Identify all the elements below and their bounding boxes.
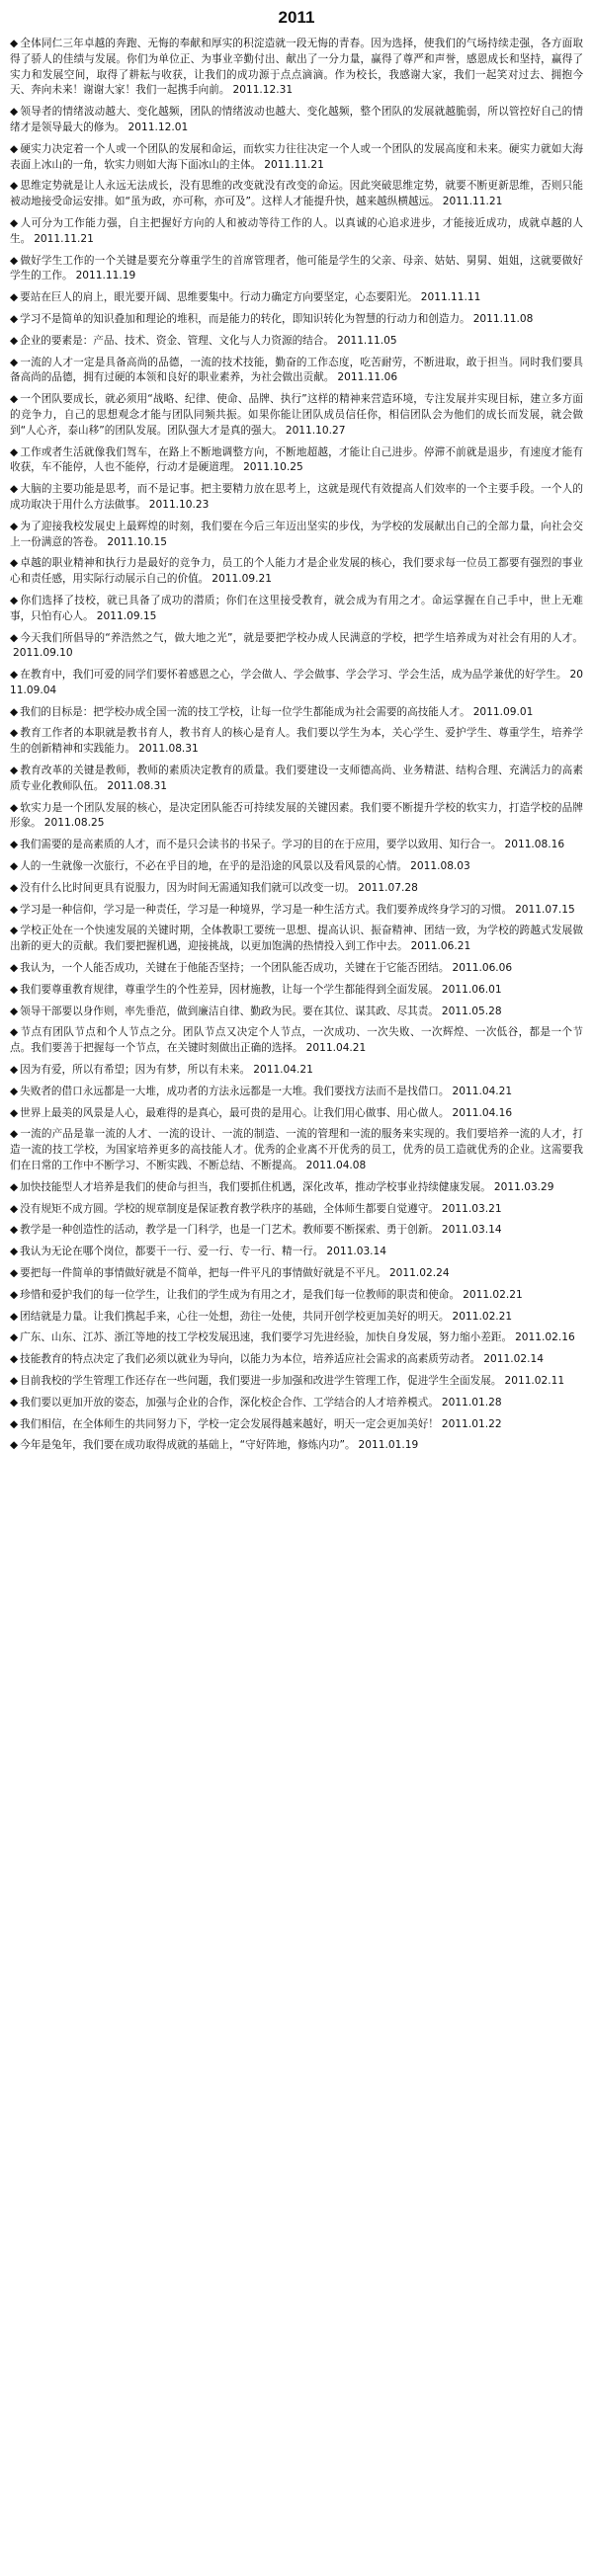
entry-text: 硬实力决定着一个人或一个团队的发展和命运，而软实力往往决定一个人或一个团队的发展高度和未来。硬实力就如大海表面上冰山的一角，软实力则如大海下面冰山的主体。 (10, 142, 583, 171)
entry-text: 我认为，一个人能否成功，关键在于他能否坚持；一个团队能否成功，关键在于它能否团结。 (20, 962, 450, 975)
list-item (10, 668, 583, 699)
diamond-bullet-icon: ◆ (10, 1374, 19, 1387)
diamond-bullet-icon: ◆ (10, 356, 19, 368)
list-item (10, 705, 583, 721)
list-item (10, 1310, 583, 1326)
entry-date: 2011.06.01 (441, 983, 502, 996)
entry-date: 2011.11.06 (337, 371, 398, 384)
list-item (10, 903, 583, 919)
diamond-bullet-icon: ◆ (10, 1202, 19, 1215)
entry-date: 2011.12.01 (127, 121, 189, 133)
entry-date: 2011.09.21 (212, 573, 272, 586)
list-item (10, 594, 583, 625)
diamond-bullet-icon: ◆ (10, 903, 19, 916)
diamond-bullet-icon: ◆ (10, 1267, 19, 1279)
list-item (10, 334, 583, 350)
entry-text: 卓越的职业精神和执行力是最好的竞争力，员工的个人能力才是企业发展的核心，我们要求每一位员工都要有强烈的事业心和责任感，用实际行动展示自己的价值。 (10, 557, 583, 586)
entry-date: 2011.07.28 (358, 881, 418, 894)
entry-date: 2011.05.28 (441, 1005, 502, 1017)
entry-date: 2011.02.21 (452, 1310, 513, 1323)
entry-text: 领导干部要以身作则，率先垂范，做到廉洁自律、勤政为民。要在其位、谋其政、尽其责。 (20, 1005, 439, 1017)
entry-date: 2011.07.15 (515, 903, 575, 916)
entry-date: 2011.03.29 (493, 1180, 554, 1193)
list-item (10, 356, 583, 387)
entry-text: 人可分为工作能力强，自主把握好方向的人和被动等待工作的人。以真诚的心追求进步，才能接近成功，成就卓越的人生。 (10, 216, 583, 245)
entry-text: 我们的目标是：把学校办成全国一流的技工学校，让每一位学生都能成为社会需要的高技能人才。 (20, 705, 470, 718)
entry-date: 2011.03.14 (326, 1246, 387, 1258)
entry-date: 2011.11.19 (75, 270, 136, 282)
diamond-bullet-icon: ◆ (10, 393, 19, 406)
entry-text: 我们需要的是高素质的人才，而不是只会读书的书呆子。学习的目的在于应用，要学以致用、知行合一。 (20, 839, 502, 851)
entry-text: 为了迎接我校发展史上最辉煌的时刻，我们要在今后三年迈出坚实的步伐，为学校的发展献出自己的全部力量，向社会交上一份满意的答卷。 (10, 520, 583, 548)
entry-text: 教育工作者的本职就是教书育人，教书育人的核心是育人。我们要以学生为本，关心学生、爱护学生、尊重学生，培养学生的创新精神和实践能力。 (10, 727, 583, 756)
diamond-bullet-icon: ◆ (10, 801, 19, 814)
diamond-bullet-icon: ◆ (10, 983, 19, 996)
entry-text: 教育改革的关键是教师，教师的素质决定教育的质量。我们要建设一支师德高尚、业务精湛、结构合理、充满活力的高素质专业化教师队伍。 (10, 765, 583, 792)
diamond-bullet-icon: ◆ (10, 334, 19, 347)
entry-text: 思维定势就是让人永远无法成长，没有思维的改变就没有改变的命运。因此突破思维定势，就要不断更新思维，否则只能被动地接受命运安排。如“虽为政，亦可称，亦可及”。这样人才能提升快，越来越纵横越远。 (10, 180, 583, 208)
entry-text: 领导者的情绪波动越大、变化越频，团队的情绪波动也越大、变化越频，整个团队的发展就越脆弱，所以管控好自己的情绪才是领导最大的修为。 (10, 106, 583, 133)
entry-date: 2011.10.25 (243, 461, 303, 474)
entry-text: 团结就是力量。让我们携起手来，心往一处想，劲往一处使，共同开创学校更加美好的明天。 (20, 1310, 450, 1323)
list-item (10, 1438, 583, 1454)
entry-date: 2011.01.28 (441, 1396, 502, 1409)
list-item (10, 1288, 583, 1304)
diamond-bullet-icon: ◆ (10, 1417, 19, 1430)
list-item (10, 726, 583, 758)
diamond-bullet-icon: ◆ (10, 860, 19, 873)
entry-text: 加快技能型人才培养是我们的使命与担当，我们要抓住机遇，深化改革，推动学校事业持续健康发展。 (20, 1180, 491, 1193)
entry-text: 你们选择了技校，就已具备了成功的潜质；你们在这里接受教育，就会成为有用之才。命运掌握在自己手中，世上无难事，只怕有心人。 (10, 594, 583, 622)
list-item (10, 764, 583, 795)
list-item (10, 924, 583, 955)
diamond-bullet-icon: ◆ (10, 925, 19, 937)
entry-date: 2011.10.23 (148, 498, 210, 511)
list-item (10, 1266, 583, 1282)
entry-text: 世界上最美的风景是人心，最难得的是真心，最可贵的是用心。让我们用心做事、用心做人。 (20, 1106, 450, 1119)
entry-text: 要把每一件简单的事情做好就是不简单，把每一件平凡的事情做好就是不平凡。 (20, 1267, 386, 1279)
entry-date: 2011.08.31 (107, 779, 167, 792)
entry-date: 2011.02.24 (388, 1267, 450, 1279)
entry-text: 我认为无论在哪个岗位，都要干一行、爱一行、专一行、精一行。 (20, 1246, 324, 1258)
entry-text: 今天我们所倡导的“养浩然之气，做大地之光”，就是要把学校办成人民满意的学校，把学生培养成为对社会有用的人才。 (20, 631, 583, 644)
list-item (10, 312, 583, 328)
list-item (10, 961, 583, 977)
entry-text: 广东、山东、江苏、浙江等地的技工学校发展迅速，我们要学习先进经验，加快自身发展，努力缩小差距。 (20, 1331, 513, 1344)
list-item (10, 290, 583, 306)
diamond-bullet-icon: ◆ (10, 445, 19, 458)
list-item (10, 1223, 583, 1239)
list-item (10, 142, 583, 174)
diamond-bullet-icon: ◆ (10, 1353, 19, 1366)
diamond-bullet-icon: ◆ (10, 216, 19, 229)
entry-date: 2011.02.14 (483, 1353, 544, 1366)
entry-text: 一流的人才一定是具备高尚的品德，一流的技术技能，勤奋的工作态度，吃苦耐劳，不断进取，敢于担当。同时我们要具备高尚的品德，拥有过硬的本领和良好的职业素养，为社会做出贡献。 (10, 356, 583, 384)
list-item (10, 216, 583, 248)
list-item (10, 1202, 583, 1218)
entry-date: 2011.04.08 (305, 1160, 367, 1172)
diamond-bullet-icon: ◆ (10, 669, 19, 682)
diamond-bullet-icon: ◆ (10, 106, 19, 119)
entry-text: 软实力是一个团队发展的核心，是决定团队能否可持续发展的关键因素。我们要不断提升学校的软实力，打造学校的品牌形象。 (10, 801, 583, 830)
list-item (10, 1005, 583, 1020)
page-title: 2011 (278, 8, 315, 27)
entry-text: 目前我校的学生管理工作还存在一些问题，我们要进一步加强和改进学生管理工作，促进学生全面发展。 (20, 1374, 502, 1387)
list-item (10, 859, 583, 875)
list-item (10, 1374, 583, 1390)
list-item (10, 556, 583, 588)
entry-text: 教学是一种创造性的活动，教学是一门科学，也是一门艺术。教师要不断探索、勇于创新。 (20, 1224, 439, 1237)
diamond-bullet-icon: ◆ (10, 483, 19, 496)
entry-date: 2011.04.16 (452, 1106, 513, 1119)
entry-text: 没有什么比时间更具有说服力，因为时间无需通知我们就可以改变一切。 (20, 881, 356, 894)
entry-text: 一流的产品是靠一流的人才、一流的设计、一流的制造、一流的管理和一流的服务来实现的。我们要培养一流的人才，打造一流的技工学校，为国家培养更多的高技能人才。优秀的企业离不开优秀的员工，优秀的员工造就优秀的企业。这需要我们在日常的工作中不断学习、不断实践、不断总结、不断提高。 (10, 1128, 583, 1172)
diamond-bullet-icon: ◆ (10, 1396, 19, 1409)
diamond-bullet-icon: ◆ (10, 1106, 19, 1119)
diamond-bullet-icon: ◆ (10, 1026, 19, 1039)
entry-text: 大脑的主要功能是思考，而不是记事。把主要精力放在思考上，这就是现代有效提高人们效率的一个主要手段。一个人的成功取决于用什么方法做事。 (10, 483, 583, 511)
entry-date: 2011.04.21 (452, 1085, 513, 1097)
entry-date: 2011.01.19 (358, 1439, 419, 1452)
entry-date: 2011.09.15 (96, 609, 157, 622)
list-item (10, 1106, 583, 1122)
diamond-bullet-icon: ◆ (10, 312, 19, 325)
diamond-bullet-icon: ◆ (10, 1128, 19, 1141)
diamond-bullet-icon: ◆ (10, 727, 19, 740)
list-item (10, 105, 583, 136)
entry-text: 节点有团队节点和个人节点之分。团队节点又决定个人节点，一次成功、一次失败、一次辉煌、一次低谷，都是一个节点。我们要善于把握每一个节点，在关键时刻做出正确的选择。 (10, 1026, 583, 1055)
diamond-bullet-icon: ◆ (10, 881, 19, 894)
entry-date: 2011.02.11 (504, 1374, 565, 1387)
list-item (10, 1127, 583, 1173)
entry-date: 2011.12.31 (232, 84, 294, 97)
diamond-bullet-icon: ◆ (10, 1246, 19, 1258)
entry-date: 2011.08.25 (43, 817, 105, 830)
entry-date: 2011.09.10 (13, 647, 73, 660)
diamond-bullet-icon: ◆ (10, 557, 19, 570)
entry-text: 我们相信，在全体师生的共同努力下，学校一定会发展得越来越好，明天一定会更加美好！ (20, 1417, 439, 1430)
diamond-bullet-icon: ◆ (10, 254, 19, 267)
entry-date: 2011.11.05 (336, 334, 397, 347)
entry-text: 全体同仁三年卓越的奔跑、无悔的奉献和厚实的积淀造就一段无悔的青春。因为选择，使我们的气场持续走强，各方面取得了骄人的佳绩与发展。你们为单位正、为事业辛勤付出、献出了一分力量，赢得了尊严和声誉，感恩成长和坚持，赢得了实力和发展空间，取得了耕耘与收获，让我们的成功源于点点滴滴。作为校长，我感谢大家，我们一起笑对过去、拥抱今天、奔向未来！谢谢大家！我们一起携手向前。 (10, 38, 583, 97)
entry-text: 技能教育的特点决定了我们必须以就业为导向，以能力为本位，培养适应社会需求的高素质劳动者。 (20, 1353, 481, 1366)
entry-date: 2011.01.22 (441, 1417, 502, 1430)
diamond-bullet-icon: ◆ (10, 765, 19, 777)
list-item (10, 520, 583, 551)
diamond-bullet-icon: ◆ (10, 705, 19, 718)
diamond-bullet-icon: ◆ (10, 1085, 19, 1097)
entry-list (10, 37, 583, 1454)
entry-text: 学校正处在一个快速发展的关键时期，全体教职工要统一思想、提高认识、振奋精神、团结一致，为学校的跨越式发展做出新的更大的贡献。我们要把握机遇，迎接挑战，以更加饱满的热情投入到工作中去。 (10, 925, 583, 953)
entry-text: 因为有爱，所以有希望；因为有梦，所以有未来。 (20, 1064, 251, 1077)
list-item (10, 1180, 583, 1196)
entry-text: 企业的要素是：产品、技术、资金、管理、文化与人力资源的结合。 (20, 334, 334, 347)
diamond-bullet-icon: ◆ (10, 631, 19, 644)
entry-date: 2011.11.21 (442, 196, 503, 208)
diamond-bullet-icon: ◆ (10, 1288, 19, 1301)
list-item (10, 801, 583, 833)
entry-text: 学习是一种信仰，学习是一种责任，学习是一种境界，学习是一种生活方式。我们要养成终身学习的习惯。 (20, 903, 513, 916)
list-item (10, 1025, 583, 1057)
entry-date: 2011.04.21 (305, 1042, 367, 1055)
entry-text: 没有规矩不成方圆。学校的规章制度是保证教育教学秩序的基础，全体师生都要自觉遵守。 (20, 1202, 439, 1215)
diamond-bullet-icon: ◆ (10, 1331, 19, 1344)
diamond-bullet-icon: ◆ (10, 1310, 19, 1323)
entry-text: 工作或者生活就像我们驾车，在路上不断地调整方向，不断地超越，才能让自己进步。停滞不前就是退步，有速度才能有收获，车不能停，人也不能停，行动才是硬道理。 (10, 445, 583, 474)
diamond-bullet-icon: ◆ (10, 1064, 19, 1077)
diamond-bullet-icon: ◆ (10, 520, 19, 532)
list-item (10, 1352, 583, 1368)
list-item (10, 179, 583, 210)
entry-text: 失败者的借口永远都是一大堆，成功者的方法永远都是一大堆。我们要找方法而不是找借口。 (20, 1085, 450, 1097)
list-item (10, 392, 583, 439)
list-item (10, 254, 583, 285)
list-item (10, 482, 583, 514)
entry-date: 2011.09.04 (10, 669, 583, 696)
entry-text: 在教育中，我们可爱的同学们要怀着感恩之心，学会做人、学会做事、学会学习、学会生活，成为品学兼优的好学生。 (20, 669, 567, 682)
entry-date: 2011.11.11 (420, 291, 481, 304)
entry-text: 学习不是简单的知识叠加和理论的堆积，而是能力的转化，即知识转化为智慧的行动力和创造力。 (20, 312, 470, 325)
entry-text: 我们要尊重教育规律，尊重学生的个性差异，因材施教，让每一个学生都能得到全面发展。 (20, 983, 439, 996)
diamond-bullet-icon: ◆ (10, 839, 19, 851)
list-item (10, 838, 583, 853)
diamond-bullet-icon: ◆ (10, 180, 19, 193)
entry-text: 人的一生就像一次旅行，不必在乎目的地，在乎的是沿途的风景以及看风景的心情。 (20, 860, 408, 873)
entry-text: 今年是兔年，我们要在成功取得成就的基础上，“守好阵地，修炼内功”。 (20, 1439, 356, 1452)
list-item (10, 37, 583, 99)
list-item (10, 1417, 583, 1433)
diamond-bullet-icon: ◆ (10, 1439, 19, 1452)
list-item (10, 1330, 583, 1346)
entry-date: 2011.08.16 (504, 839, 565, 851)
list-item (10, 983, 583, 999)
list-item (10, 1245, 583, 1260)
entry-date: 2011.10.15 (107, 535, 167, 548)
entry-text: 珍惜和爱护我们的每一位学生，让我们的学生成为有用之才，是我们每一位教师的职责和使命。 (20, 1288, 461, 1301)
list-item (10, 881, 583, 897)
entry-date: 2011.11.08 (472, 312, 534, 325)
entry-date: 2011.06.21 (410, 940, 471, 953)
entry-date: 2011.08.31 (138, 743, 199, 756)
diamond-bullet-icon: ◆ (10, 142, 19, 155)
list-item (10, 1396, 583, 1411)
entry-date: 2011.02.21 (463, 1288, 523, 1301)
list-item (10, 445, 583, 477)
entry-date: 2011.11.21 (34, 232, 94, 245)
entry-date: 2011.11.21 (264, 158, 324, 171)
entry-date: 2011.08.03 (410, 860, 470, 873)
entry-date: 2011.04.21 (253, 1064, 313, 1077)
list-item (10, 631, 583, 663)
entry-date: 2011.10.27 (285, 424, 346, 437)
entry-date: 2011.09.01 (472, 705, 534, 718)
list-item (10, 1063, 583, 1079)
diamond-bullet-icon: ◆ (10, 1224, 19, 1237)
entry-date: 2011.03.14 (441, 1224, 502, 1237)
entry-date: 2011.06.06 (452, 962, 513, 975)
diamond-bullet-icon: ◆ (10, 1005, 19, 1017)
list-item (10, 1085, 583, 1100)
entry-date: 2011.02.16 (515, 1331, 575, 1344)
entry-text: 做好学生工作的一个关键是要充分尊重学生的首席管理者，他可能是学生的父亲、母亲、姑姑、舅舅、姐姐，这就要做好学生的工作。 (10, 254, 583, 282)
diamond-bullet-icon: ◆ (10, 38, 19, 49)
diamond-bullet-icon: ◆ (10, 962, 19, 975)
entry-text: 要站在巨人的肩上，眼光要开阔、思维要集中。行动力确定方向要坚定，心态要阳光。 (20, 291, 418, 304)
diamond-bullet-icon: ◆ (10, 1180, 19, 1193)
entry-text: 一个团队要成长，就必须用“战略、纪律、使命、品牌、执行”这样的精神来营造环境，专注发展并实现目标，建立多方面的竞争力，自己的思想观念才能与团队同频共振。如果你能让团队成员信任你，相信团队会为他们的成长而发展，就会做到“人心齐，泰山移”的团队发展。团队强大才是真的强大。 (10, 393, 583, 437)
diamond-bullet-icon: ◆ (10, 594, 19, 606)
diamond-bullet-icon: ◆ (10, 291, 19, 304)
entry-date: 2011.03.21 (441, 1202, 502, 1215)
entry-text: 我们要以更加开放的姿态，加强与企业的合作，深化校企合作、工学结合的人才培养模式。 (20, 1396, 439, 1409)
